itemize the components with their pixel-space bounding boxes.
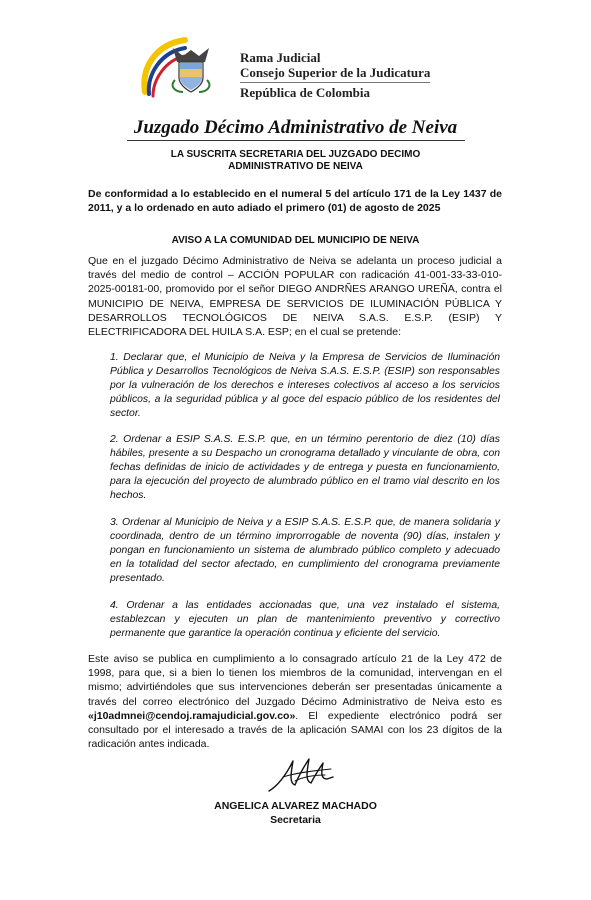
organization-name [240, 50, 430, 100]
body-paragraph-2 [88, 652, 502, 751]
claim-item-2: 2. Ordenar a ESIP S.A.S. E.S.P. que, en un término perentorio de diez (10) días hábiles, presente a su Despacho un cronograma detallado y vinculante de obra, con fechas definidas de inicio de actividades y de entrega y puesta en funcionamiento, para la ejecución del proyecto de alumbrado público en el tramo vial descrito en los hechos. [110, 434, 500, 501]
subtitle-line-2: ADMINISTRATIVO DE NEIVA [228, 161, 363, 172]
subtitle-line-1: LA SUSCRITA SECRETARIA DEL JUZGADO DECIMO [170, 149, 421, 160]
handwritten-signature [265, 755, 337, 795]
notice-title: AVISO A LA COMUNIDAD DEL MUNICIPIO DE NEIVA [171, 235, 420, 246]
court-email-address[interactable]: «j10admnei@cendoj.ramajudicial.gov.co» [88, 709, 296, 722]
claim-item-3: 3. Ordenar al Municipio de Neiva y a ESIP S.A.S. E.S.P. que, de manera solidaria y coordinada, dentro de un término improrrogable de noventa (90) días, instalen y pongan en funcionamiento un sistema de alumbrado público completo y adecuado en la totalidad del sector afectado, en cumplimiento del cronograma previamente presentado. [110, 517, 500, 584]
colombia-coat-of-arms-logo [139, 36, 237, 98]
court-title: Juzgado Décimo Administrativo de Neiva [133, 117, 458, 138]
org-line-1: Rama Judicial [240, 50, 321, 65]
org-line-3: República de Colombia [240, 85, 371, 100]
org-line-2: Consejo Superior de la Judicatura [240, 65, 430, 83]
signer-name: ANGELICA ALVAREZ MACHADO [214, 800, 377, 812]
claim-item-1: 1. Declarar que, el Municipio de Neiva y la Empresa de Servicios de Iluminación Pública y Desarrollos Tecnológicos de Neiva S.A.S. E.S.P. (ESIP) son responsables por la vulneración de los derechos e intereses colectivos al acceso a los servicios públicos, a la seguridad pública y al goce del espacio público de los residentes del sector. [110, 352, 500, 419]
intro-paragraph: De conformidad a lo establecido en el numeral 5 del artículo 171 de la Ley 1437 de 2011, y a lo ordenado en auto adiado el primero (01) de agosto de 2025 [88, 188, 502, 214]
signer-role: Secretaria [270, 814, 321, 826]
letterhead [139, 36, 459, 98]
paragraph-2-text-end: . El expediente electrónico podrá ser consultado por el interesado a través de la aplicación SAMAI con los 23 dígitos de la radicación antes indicada. [88, 709, 502, 751]
body-paragraph-1: Que en el juzgado Décimo Administrativo de Neiva se adelanta un proceso judicial a través del medio de control – ACCIÓN POPULAR con radicación 41-001-33-33-010-2025-00181-00, promovido por el señor DIEGO ANDRÑES ARANGO UREÑA, contra el MUNICIPIO DE NEIVA, EMPRESA DE SERVICIOS DE ILUMINACIÓN PÚBLICA Y DESARROLLOS TECNOLÓGICOS DE NEIVA S.A.S. E.S.P. (ESIP) Y ELECTRIFICADORA DEL HUILA S.A. ESP; en el cual se pretende: [88, 255, 502, 339]
claim-item-4: 4. Ordenar a las entidades accionadas que, una vez instalado el sistema, establezcan y ejecuten un plan de mantenimiento preventivo y correctivo permanente que garantice la operación continua y eficiente del servicio. [110, 600, 500, 639]
title-divider [127, 140, 465, 141]
paragraph-2-text-start: Este aviso se publica en cumplimiento a lo consagrado artículo 21 de la Ley 472 de 1998, para que, si a bien lo tienen los miembros de la comunidad, intervengan en el mismo; advirtiéndoles que sus intervenciones deberán ser presentadas únicamente a través del correo electrónico del Juzgado Décimo Administrativo de Neiva esto es [88, 653, 502, 708]
